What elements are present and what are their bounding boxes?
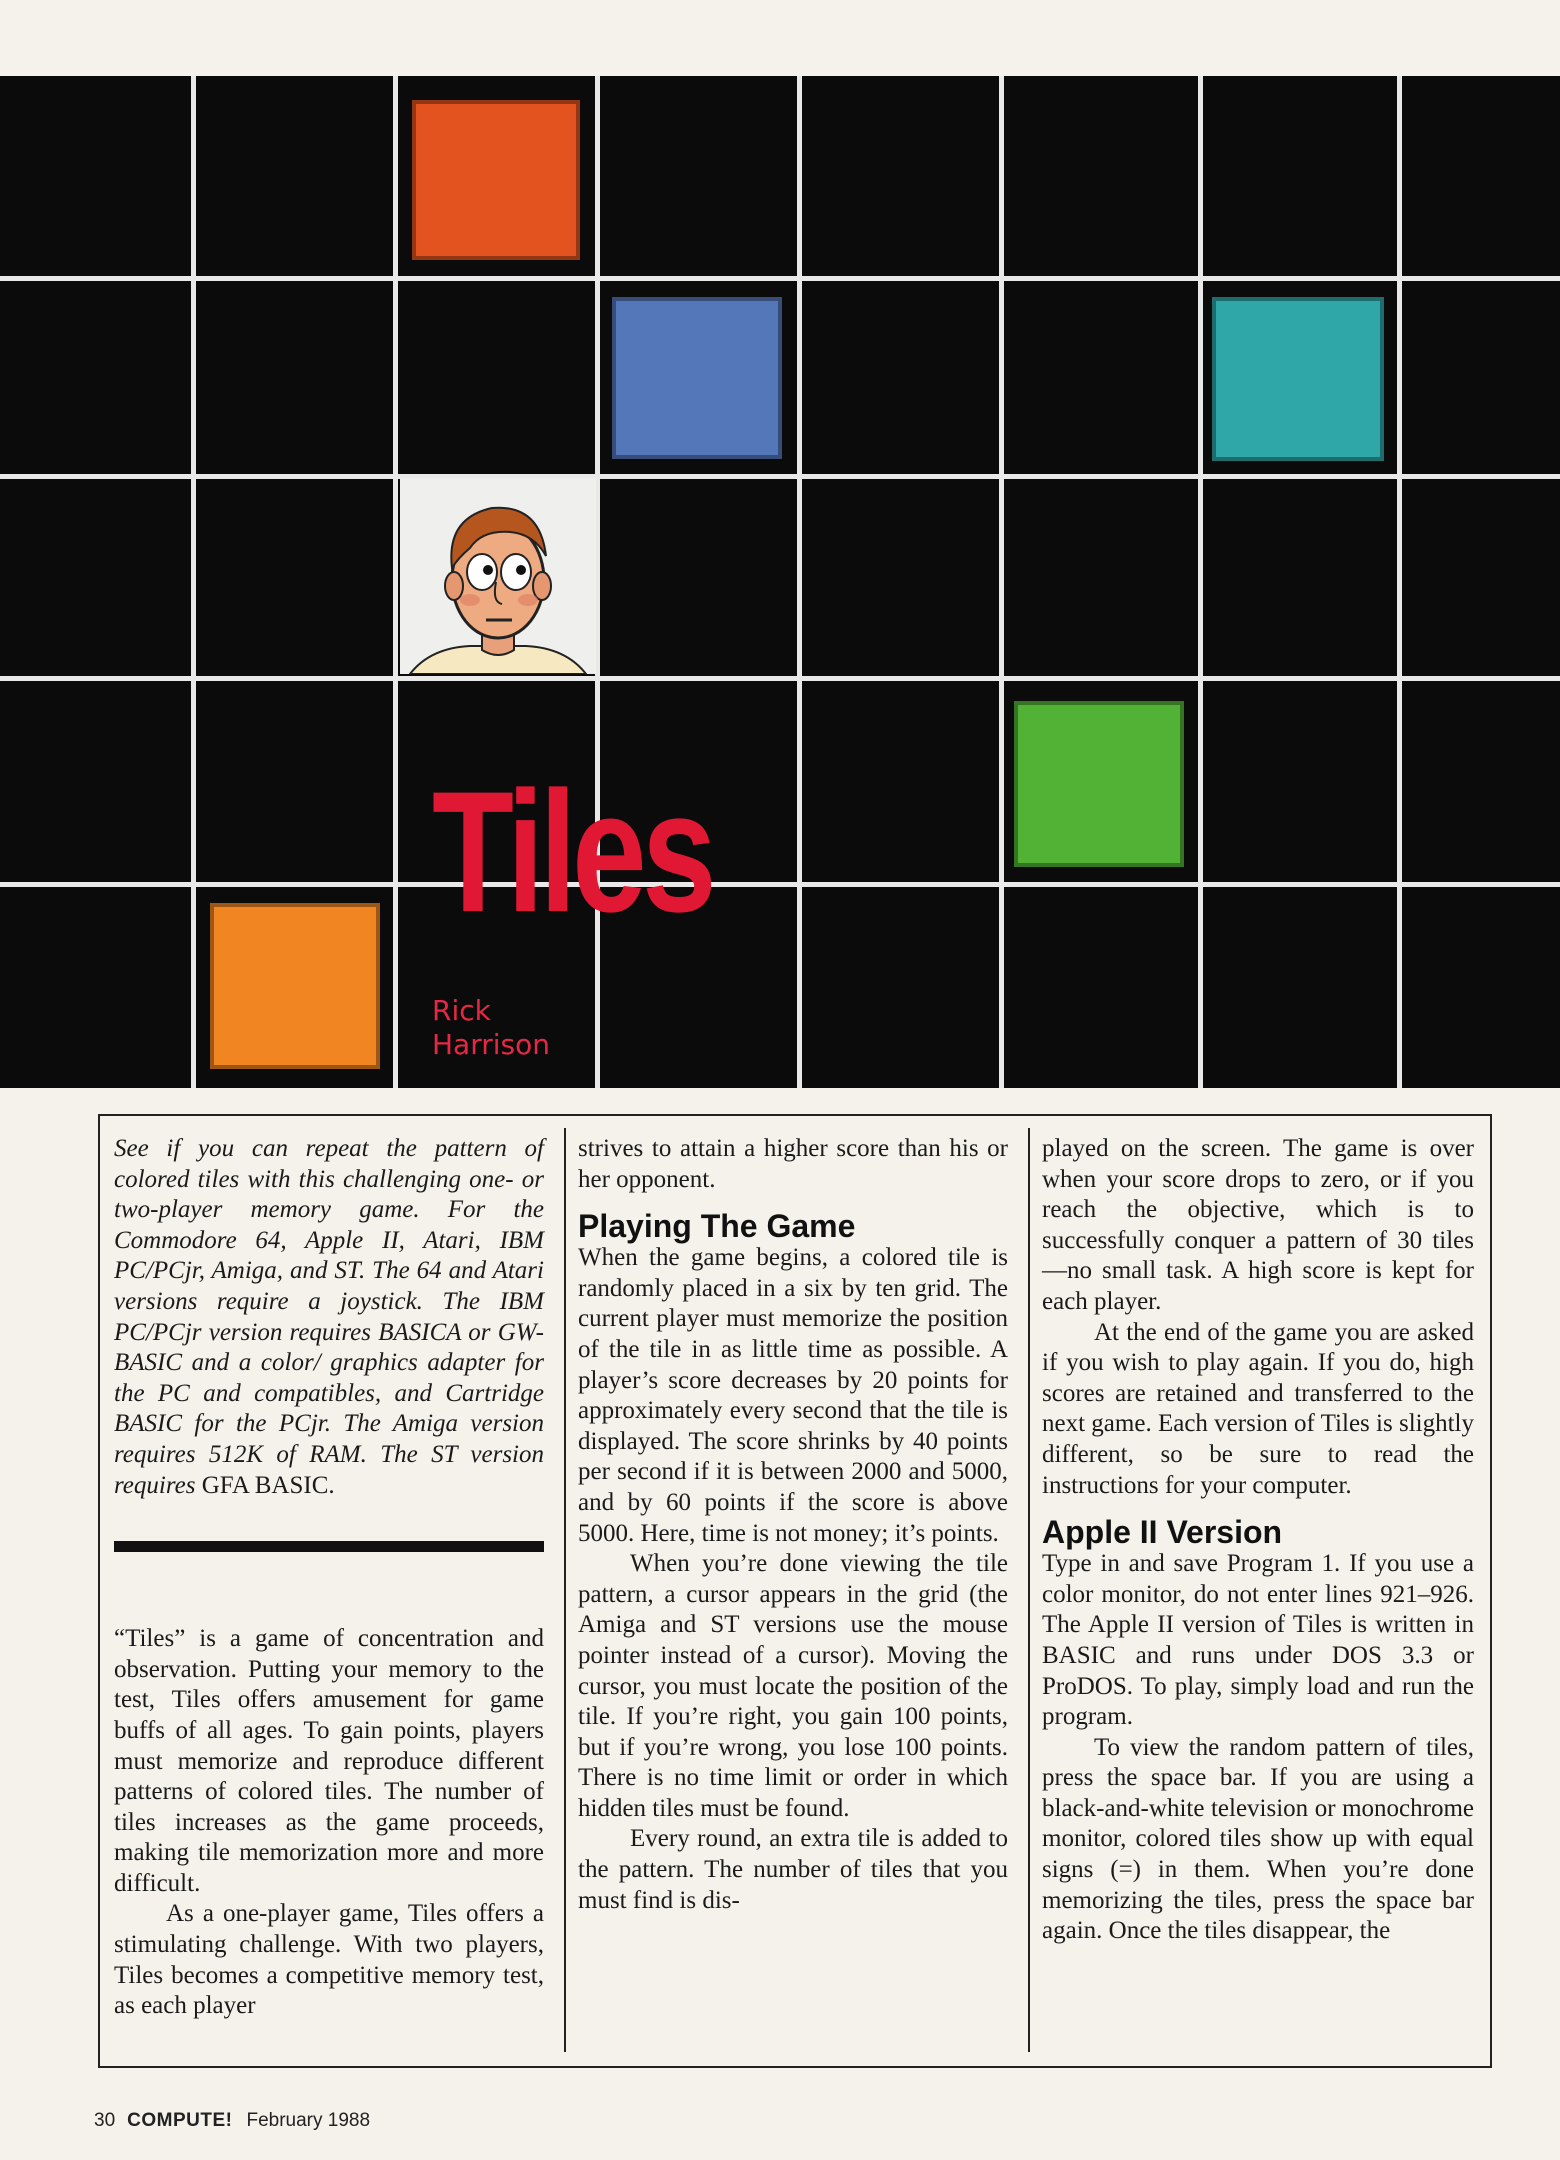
issue-date: February 1988	[246, 2110, 371, 2131]
body-paragraph: Type in and save Program 1. If you use a color monitor, do not enter lines 921–926. The Apple II version of Tiles is written in BASIC and runs under DOS 3.3 or ProDOS. To play, simply load and run the program.	[1042, 1550, 1474, 1731]
page-footer	[94, 2110, 370, 2132]
body-paragraph: When the game begins, a colored tile is randomly placed in a six by ten grid. The current player must memorize the position of the tile in as little time as possible. A player’s score decreases by 20 points for approximately every second that the tile is displayed. The score shrinks by 40 points per second if it is between 2000 and 5000, and by 60 points if the score is above 5000. Here, time is not money; it’s points.	[578, 1244, 1008, 1547]
grid-line	[1198, 76, 1203, 1088]
body-paragraph: strives to attain a higher score than his or her opponent.	[578, 1135, 1008, 1193]
divider-rule	[114, 1541, 544, 1552]
lead-blurb	[114, 1134, 544, 1501]
column-2	[578, 1134, 1008, 1916]
grid-line	[1397, 76, 1402, 1088]
body-paragraph: As a one-player game, Tiles offers a stimulating challenge. With two players, Tiles becomes a competitive memory test, as each player	[114, 1900, 544, 2020]
author-last-name: Harrison	[432, 1028, 550, 1061]
grid-line	[0, 882, 1560, 887]
body-paragraph: played on the screen. The game is over when your score drops to zero, or if you reach the objective, which is to successfully conquer a pattern of 30 tiles—no small task. A high score is kept for each player.	[1042, 1135, 1474, 1315]
grid-line	[0, 676, 1560, 681]
column-1	[114, 1134, 544, 2022]
teal-tile	[1212, 297, 1384, 461]
orange-tile	[210, 903, 380, 1069]
page-number: 30	[94, 2110, 116, 2131]
author-byline	[432, 994, 550, 1062]
column-3	[1042, 1134, 1474, 1947]
cartoon-man-icon	[400, 478, 596, 674]
author-first-name: Rick	[432, 994, 491, 1027]
body-paragraph: When you’re done viewing the tile pattern, a cursor appears in the grid (the Amiga and ST versions use the mouse pointer instead of a cursor). Moving the cursor, you must locate the position of the tile. If you’re right, you gain 100 points, but if you’re wrong, you lose 100 points. There is no time limit or order in which hidden tiles must be found.	[578, 1550, 1008, 1822]
blue-tile	[612, 297, 782, 459]
red-orange-tile	[412, 100, 580, 260]
body-paragraph: At the end of the game you are asked if you wish to play again. If you do, high scores are retained and transferred to the next game. Each version of Tiles is slightly different, so be sure to read the instructions for your computer.	[1042, 1318, 1474, 1499]
hero-illustration	[0, 76, 1560, 1088]
lead-text: See if you can repeat the pattern of colored tiles with this challenging one- or two-player memory game. For the Commodore 64, Apple II, Atari, IBM PC/PCjr, Amiga, and ST. The 64 and Atari versions require a joystick. The IBM PC/PCjr version requires BASICA or GW-BASIC and a color/ graphics adapter for the PC and compatibles, and Cartridge BASIC for the PCjr. The Amiga version requires 512K of RAM. The ST version requires	[114, 1135, 544, 1499]
grid-line	[797, 76, 802, 1088]
body-paragraph: To view the random pattern of tiles, press the space bar. If you are using a black-and-white television or monochrome monitor, colored tiles show up with equal signs (=) in them. When you’re done memorizing the tiles, press the space bar again. Once the tiles disappear, the	[1042, 1733, 1474, 1945]
column-divider	[564, 1128, 566, 2052]
grid-line	[393, 76, 398, 1088]
grid-line	[999, 76, 1004, 1088]
column-divider	[1028, 1128, 1030, 2052]
lead-text-end: GFA BASIC.	[201, 1471, 335, 1499]
body-paragraph: Every round, an extra tile is added to the pattern. The number of tiles that you must find is dis-	[578, 1825, 1008, 1914]
grid-line	[0, 474, 1560, 479]
green-tile	[1014, 701, 1184, 867]
section-heading-playing: Playing The Game	[578, 1208, 856, 1245]
grid-line	[191, 76, 196, 1088]
magazine-name: COMPUTE!	[127, 2110, 233, 2131]
grid-line	[0, 276, 1560, 281]
article-title: Tiles	[432, 756, 712, 948]
article-body	[98, 1114, 1492, 2068]
cartoon-face-tile	[400, 478, 596, 674]
body-paragraph: “Tiles” is a game of concentration and observation. Putting your memory to the test, Tiles offers amusement for game buffs of all ages. To gain points, players must memorize and reproduce different patterns of colored tiles. The number of tiles increases as the game proceeds, making tile memorization more and more difficult.	[114, 1625, 544, 1897]
section-heading-apple: Apple II Version	[1042, 1514, 1283, 1551]
